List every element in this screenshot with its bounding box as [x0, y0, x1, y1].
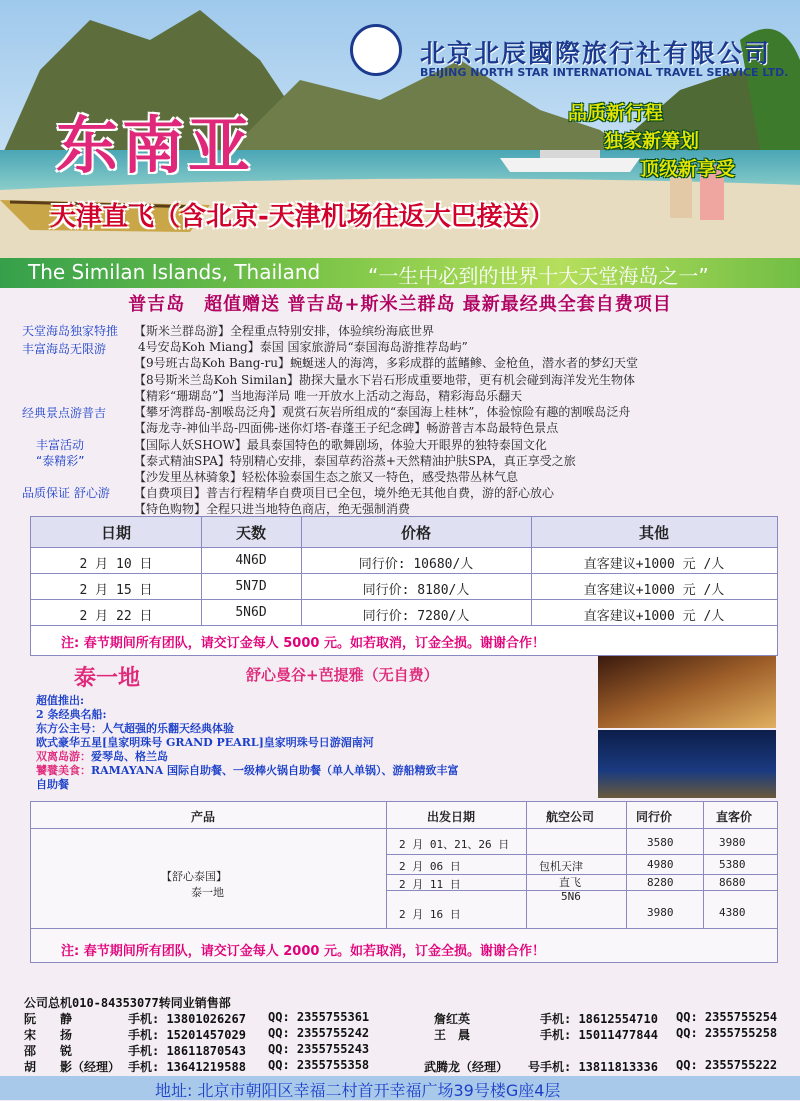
peer-price: 3580 — [647, 836, 674, 849]
contact-phone: 手机: 15201457029 — [128, 1028, 246, 1042]
promo-line: 超值推出: — [36, 694, 85, 707]
contact-name: 阮 静 — [24, 1012, 73, 1026]
divider — [31, 625, 777, 626]
divider — [31, 828, 777, 829]
contact-phone: 手机: 13801026267 — [128, 1012, 246, 1026]
direct-price: 4380 — [719, 906, 746, 919]
feature-line: 【8号斯米兰岛Koh Similan】勘探大量水下岩石形成重要地带，更有机会碰到海洋发光生物体 — [134, 373, 636, 387]
category-label: 丰富海岛无限游 — [22, 342, 107, 356]
airline-info: 包机天津 — [539, 860, 583, 873]
departure-date: 2 月 06 日 — [399, 860, 461, 873]
company-name-cn: 北京北辰國際旅行社有限公司 — [420, 39, 772, 68]
contact-name: 胡 影（经理） — [24, 1060, 121, 1074]
banner-chinese: “一生中必到的世界十大天堂海岛之一” — [368, 264, 709, 288]
flight-info: 天津直飞（含北京-天津机场往返大巴接送） — [50, 202, 555, 232]
peer-price: 3980 — [647, 906, 674, 919]
header-direct-price: 直客价 — [716, 810, 753, 824]
contact-name: 宋 扬 — [24, 1028, 73, 1042]
category-label: “泰精彩” — [36, 454, 85, 468]
product-name: 【舒心泰国】 — [161, 870, 227, 883]
header-days: 天数 — [235, 524, 266, 542]
feature-line: 【沙发里丛林骑象】轻松体验泰国生态之旅又一特色，感受热带丛林气息 — [134, 470, 519, 484]
category-label: 品质保证 舒心游 — [22, 486, 110, 500]
contact-phone: 手机: 15011477844 — [540, 1028, 658, 1042]
contact-qq: QQ: 2355755254 — [676, 1010, 778, 1024]
promo-line: 饕餮美食：RAMAYANA 国际自助餐、一级棒火锅自助餐（单人单锅）、游船精致丰富 — [36, 764, 459, 777]
contact-qq: QQ: 2355755258 — [676, 1026, 778, 1040]
buffet-photo — [598, 656, 776, 728]
divider — [31, 599, 777, 600]
cruise-night-photo — [598, 730, 776, 798]
table-cell: 同行价: 7280/人 — [362, 609, 470, 624]
header-departure: 出发日期 — [427, 810, 476, 824]
header-peer-price: 同行价 — [636, 810, 673, 824]
contact-header: 公司总机010-84353077转同业销售部 — [24, 996, 231, 1010]
departure-date: 2 月 11 日 — [399, 878, 461, 891]
divider — [526, 802, 527, 928]
highlight-line: 普吉岛 超值赠送 普吉岛+斯米兰群岛 最新最经典全套自费项目 — [128, 294, 672, 315]
product-name: 泰一地 — [191, 886, 224, 899]
feature-line: 【精彩“珊瑚岛”】当地海洋局 唯一开放水上活动之海岛，精彩海岛乐翻天 — [134, 389, 523, 403]
airline-info: 5N6 — [561, 890, 581, 903]
table-cell: 5N6D — [235, 605, 267, 620]
table-cell: 同行价: 10680/人 — [358, 557, 474, 572]
contact-phone: 手机: 18611870543 — [128, 1044, 246, 1058]
category-label: 经典景点游普吉 — [22, 406, 107, 420]
direct-price: 3980 — [719, 836, 746, 849]
table-cell: 同行价: 8180/人 — [362, 583, 470, 598]
address-text: 地址: 北京市朝阳区幸福二村首开幸福广场39号楼G座4层 — [155, 1081, 561, 1100]
table-cell: 2 月 22 日 — [79, 609, 153, 624]
slogan-2: 独家新筹划 — [604, 130, 700, 152]
contact-qq: QQ: 2355755361 — [268, 1010, 370, 1024]
feature-line: 【9号班古岛Koh Bang-ru】蜿蜒迷人的海湾，多彩成群的蓝鳍鲹、金枪鱼，潜水者的梦幻天堂 — [134, 356, 638, 370]
feature-line: 【自费项目】普吉行程精华自费项目已全包，境外绝无其他自费，游的舒心放心 — [134, 486, 555, 500]
contact-name: 王 晨 — [434, 1028, 471, 1042]
slogan-1: 品质新行程 — [568, 102, 664, 124]
header-date: 日期 — [100, 524, 131, 542]
divider — [386, 874, 777, 875]
peer-price: 4980 — [647, 858, 674, 871]
address-bar — [0, 1076, 800, 1100]
promo-line: 东方公主号：人气超强的乐翻天经典体验 — [36, 722, 234, 735]
table-cell: 直客建议+1000 元 /人 — [583, 583, 725, 598]
feature-line: 4号安岛Koh Miang】泰国 国家旅游局“泰国海岛游推荐岛屿” — [138, 340, 468, 354]
feature-line: 【特色购物】全程只进当地特色商店，绝无强制消费 — [134, 502, 411, 516]
contact-name: 詹红英 — [434, 1012, 471, 1026]
company-name-en: BEIJING NORTH STAR INTERNATIONAL TRAVEL SERVICE LTD. — [420, 66, 789, 79]
table-cell: 直客建议+1000 元 /人 — [583, 609, 725, 624]
divider — [31, 573, 777, 574]
divider — [386, 854, 777, 855]
direct-price: 8680 — [719, 876, 746, 889]
company-logo — [350, 24, 402, 76]
divider — [31, 547, 777, 548]
peer-price: 8280 — [647, 876, 674, 889]
similan-banner — [0, 258, 800, 288]
feature-line: 【斯米兰群岛游】全程重点特别安排，体验缤纷海底世界 — [134, 324, 435, 338]
direct-price: 5380 — [719, 858, 746, 871]
divider — [626, 802, 627, 928]
slogan-3: 顶级新享受 — [640, 158, 736, 180]
promo-line: 双离岛游：爱琴岛、格兰岛 — [36, 750, 168, 763]
price-table-1 — [30, 516, 778, 656]
product-subtitle: 舒心曼谷+芭提雅（无自费） — [246, 666, 439, 684]
divider — [703, 802, 704, 928]
hero-banner — [0, 0, 800, 258]
departure-date: 2 月 01、21、26 日 — [399, 838, 510, 851]
header-airline: 航空公司 — [546, 810, 595, 824]
promo-line: 自助餐 — [36, 778, 69, 791]
feature-line: 【国际人妖SHOW】最具泰国特色的歌舞剧场，体验大开眼界的独特泰国文化 — [134, 438, 547, 452]
category-label: 丰富活动 — [36, 438, 85, 452]
feature-line: 【泰式精油SPA】特别精心安排，泰国草药浴蒸+天然精油护肤SPA，真正享受之旅 — [134, 454, 576, 468]
table-cell: 2 月 15 日 — [79, 583, 153, 598]
contact-name: 邵 锐 — [24, 1044, 73, 1058]
promo-line: 欧式豪华五星[皇家明珠号 GRAND PEARL]皇家明珠号日游湄南河 — [36, 736, 374, 749]
contact-name: 武腾龙（经理） — [424, 1060, 509, 1074]
destination-title: 东南亚 — [56, 109, 255, 182]
header-other: 其他 — [638, 524, 669, 542]
table-cell: 直客建议+1000 元 /人 — [583, 557, 725, 572]
divider — [31, 928, 777, 929]
promo-line: 2 条经典名船: — [36, 708, 107, 721]
divider — [386, 802, 387, 928]
feature-line: 【攀牙湾群岛-割喉岛泛舟】观赏石灰岩所组成的“泰国海上桂林”，体验惊险有趣的割喉岛泛舟 — [134, 405, 631, 419]
feature-line: 【海龙寺-神仙半岛-四面佛-迷你灯塔-春蓬王子纪念碑】畅游普吉本岛最特色景点 — [134, 421, 559, 435]
contact-qq: QQ: 2355755222 — [676, 1058, 778, 1072]
contact-qq: QQ: 2355755242 — [268, 1026, 370, 1040]
product-title: 泰一地 — [74, 665, 141, 691]
table-cell: 5N7D — [235, 579, 267, 594]
contact-phone: 手机: 13641219588 — [128, 1060, 246, 1074]
contact-phone: 手机: 18612554710 — [540, 1012, 658, 1026]
deposit-note: 注: 春节期间所有团队，请交订金每人 5000 元。如若取消，订金全损。谢谢合作！ — [61, 636, 545, 651]
deposit-note: 注: 春节期间所有团队，请交订金每人 2000 元。如若取消，订金全损。谢谢合作！ — [61, 944, 545, 959]
contact-qq: QQ: 2355755358 — [268, 1058, 370, 1072]
category-label: 天堂海岛独家特推 — [22, 324, 119, 338]
contact-phone: 号手机: 13811813336 — [528, 1060, 658, 1074]
header-product: 产品 — [191, 810, 216, 824]
table-cell: 2 月 10 日 — [79, 557, 153, 572]
header-price: 价格 — [400, 524, 431, 542]
price-table-2 — [30, 801, 778, 963]
airline-info: 直飞 — [559, 876, 581, 889]
table-cell: 4N6D — [235, 553, 267, 568]
contact-qq: QQ: 2355755243 — [268, 1042, 370, 1056]
departure-date: 2 月 16 日 — [399, 908, 461, 921]
banner-english: The Similan Islands, Thailand — [28, 260, 321, 284]
